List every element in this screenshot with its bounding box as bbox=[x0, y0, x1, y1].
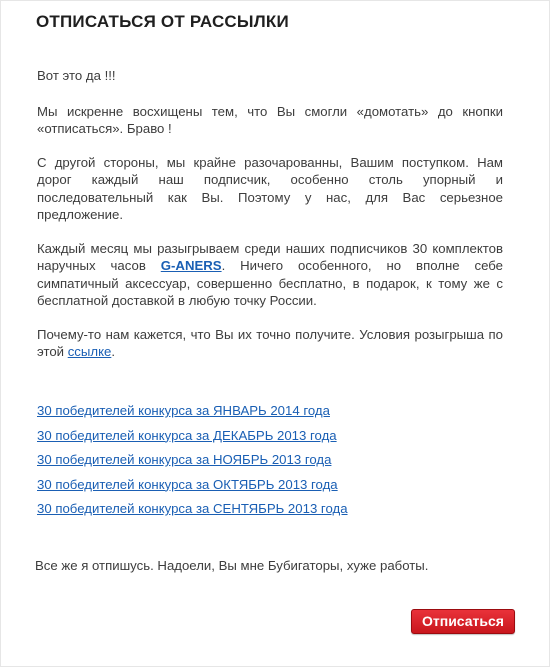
giveaway-text-end: . Ничего особенного, но вполне себе симпатичный аксессуар, совершенно бесплатно, в подарок, к тому же с бесплатной доставкой в любую точку России. bbox=[37, 258, 504, 308]
paragraph-conditions bbox=[37, 326, 503, 361]
list-item bbox=[37, 476, 348, 501]
winners-link-september-2013[interactable]: 30 победителей конкурса за СЕНТЯБРЬ 2013 года bbox=[37, 501, 348, 516]
unsubscribe-button[interactable]: Отписаться bbox=[411, 609, 515, 634]
footer-note: Все же я отпишусь. Надоели, Вы мне Бубигаторы, хуже работы. bbox=[35, 558, 429, 573]
conditions-link[interactable]: ссылке bbox=[67, 344, 112, 359]
list-item bbox=[37, 500, 348, 525]
paragraph-giveaway bbox=[37, 240, 503, 310]
giveaway-text-start: Каждый месяц мы разыгрываем среди наших подписчиков 30 комплектов наручных часов bbox=[37, 240, 503, 273]
list-item bbox=[37, 402, 348, 427]
winners-link-december-2013[interactable]: 30 победителей конкурса за ДЕКАБРЬ 2013 года bbox=[37, 427, 337, 443]
page-title: ОТПИСАТЬСЯ ОТ РАССЫЛКИ bbox=[36, 12, 289, 31]
winners-link-october-2013[interactable]: 30 победителей конкурса за ОКТЯБРЬ 2013 года bbox=[37, 476, 338, 492]
winners-link-november-2013[interactable]: 30 победителей конкурса за НОЯБРЬ 2013 года bbox=[37, 452, 332, 467]
conditions-text-start: Почему-то нам кажется, что Вы их точно получите. Условия розыгрыша по этой bbox=[37, 326, 503, 359]
message-body bbox=[37, 67, 503, 377]
paragraph-disappointment: С другой стороны, мы крайне разочарованны, Вашим поступком. Нам дорог каждый наш подписчик, особенно столь упорный и последовательный как Вы. Поэтому у нас, для Вас серьезное предложение. bbox=[37, 154, 503, 222]
conditions-text-end: . bbox=[111, 344, 115, 359]
winners-list bbox=[37, 402, 348, 525]
list-item bbox=[37, 427, 348, 452]
paragraph-admiration: Мы искренне восхищены тем, что Вы смогли «домотать» до кнопки «отписаться». Браво ! bbox=[37, 103, 503, 136]
list-item bbox=[37, 451, 348, 476]
winners-link-january-2014[interactable]: 30 победителей конкурса за ЯНВАРЬ 2014 года bbox=[37, 403, 330, 418]
brand-link[interactable]: G-ANERS bbox=[160, 258, 222, 273]
paragraph-greeting: Вот это да !!! bbox=[37, 68, 116, 83]
